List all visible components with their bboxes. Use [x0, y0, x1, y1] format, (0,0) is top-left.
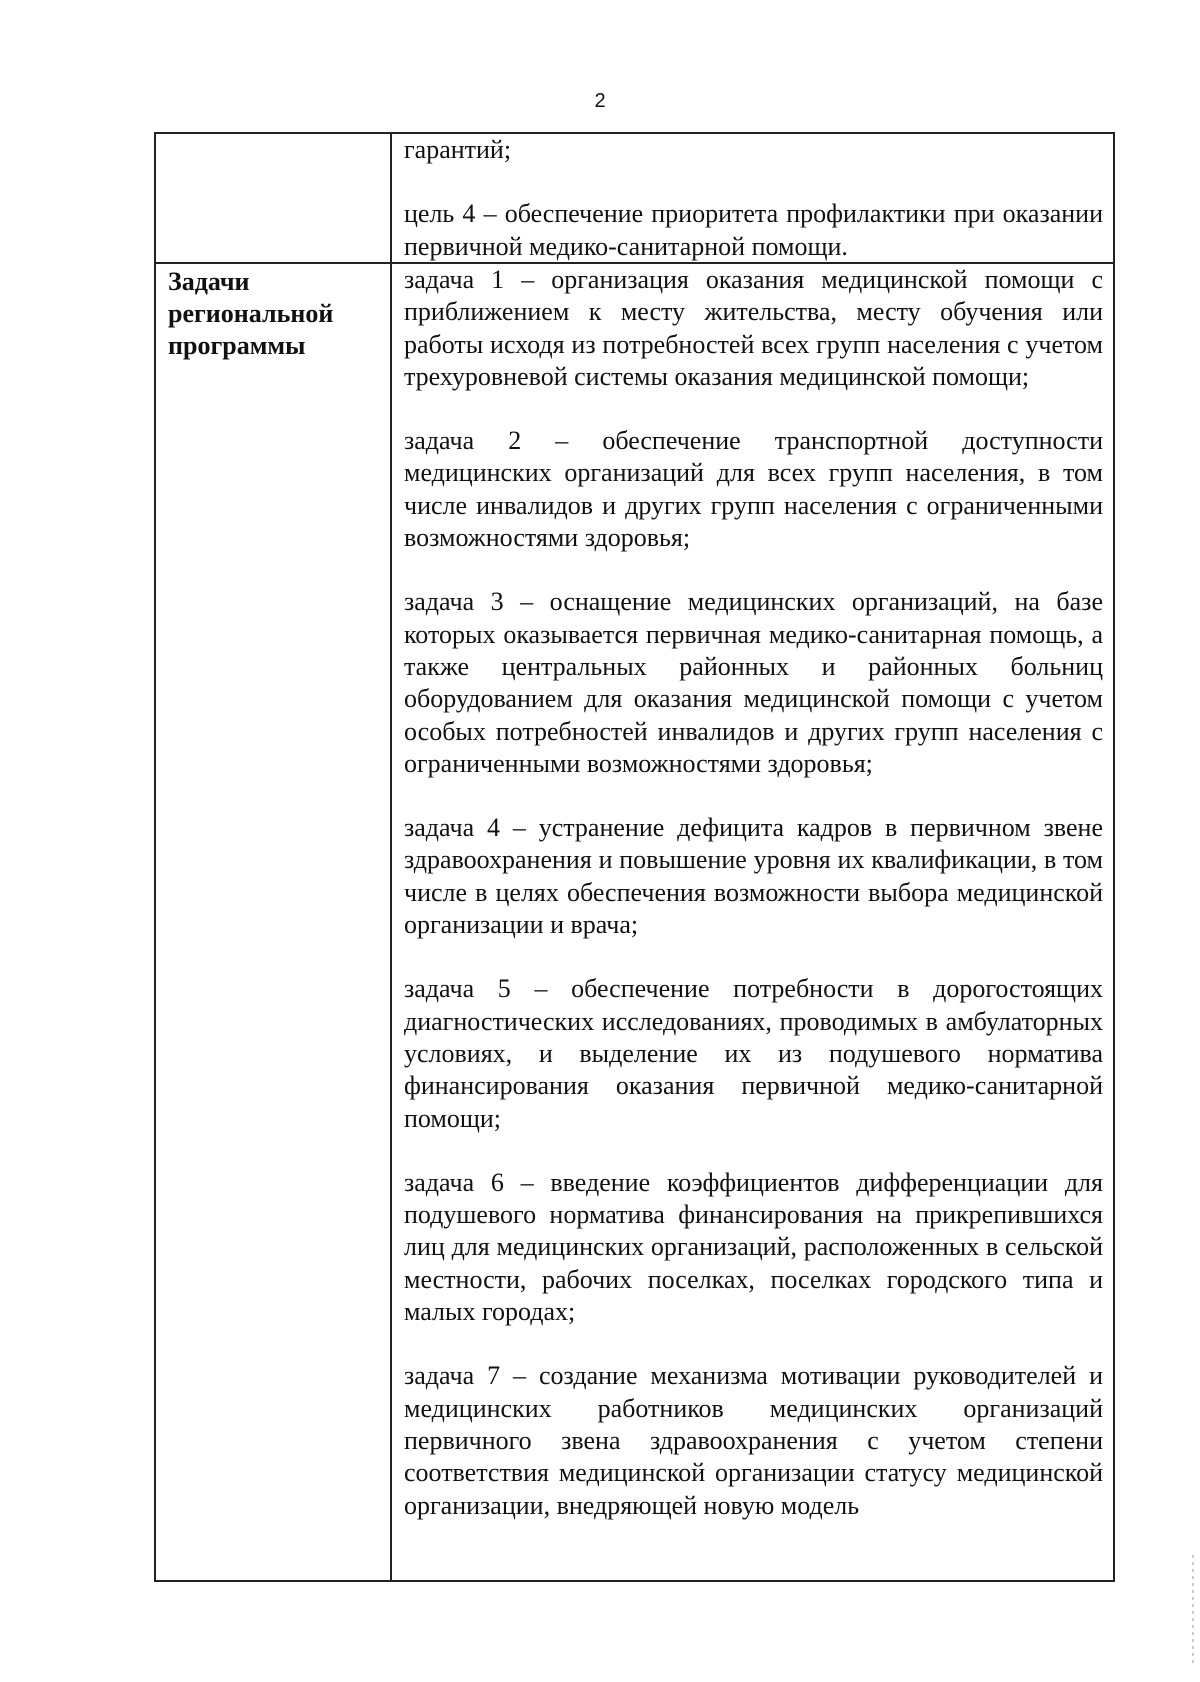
scan-edge-marks [1192, 1555, 1194, 1665]
tasks-content [392, 264, 1113, 1522]
table-row-tasks [156, 264, 1113, 1580]
task-paragraph: задача 1 – организация оказания медицинской помощи с приближением к месту жительства, месту обучения или работы исходя из потребностей всех групп населения с учетом трехуровневой системы оказания медицинской помощи; [404, 265, 1103, 391]
goal-paragraph: гарантий; [404, 135, 512, 164]
goals-content [392, 134, 1113, 262]
label-line: программы [168, 331, 306, 360]
program-table [154, 132, 1115, 1582]
task-paragraph: задача 5 – обеспечение потребности в дорогостоящих диагностических исследованиях, проводимых в амбулаторных условиях, и выделение их из подушевого норматива финансирования оказания первичной медико-санитарной помощи; [404, 974, 1103, 1133]
task-paragraph: задача 4 – устранение дефицита кадров в первичном звене здравоохранения и повышение уровня их квалификации, в том числе в целях обеспечения возможности выбора медицинской организации и врача; [404, 813, 1103, 940]
label-line: региональной [168, 299, 334, 328]
row-label-cell [156, 134, 392, 262]
goal-paragraph: цель 4 – обеспечение приоритета профилактики при оказании первичной медико-санитарной помощи. [404, 199, 1103, 261]
row-label-cell [156, 264, 392, 1580]
page-number: 2 [594, 90, 606, 112]
row-content-cell [392, 134, 1113, 262]
task-paragraph: задача 6 – введение коэффициентов дифференциации для подушевого норматива финансирования на прикрепившихся лиц для медицинских организаций, расположенных в сельской местности, рабочих поселках, поселках городского типа и малых городах; [404, 1167, 1103, 1327]
task-paragraph: задача 7 – создание механизма мотивации руководителей и медицинских работников медицинских организаций первичного звена здравоохранения с учетом степени соответствия медицинской организации статусу медицинской организации, внедряющей новую модель [404, 1361, 1103, 1520]
tasks-label [156, 264, 390, 362]
task-paragraph: задача 3 – оснащение медицинских организаций, на базе которых оказывается первичная медико-санитарная помощь, а также центральных районных и районных больниц оборудованием для оказания медицинской помощи с учетом особых потребностей инвалидов и других групп населения с ограниченными возможностями здоровья; [404, 587, 1103, 778]
label-line: Задачи [168, 267, 250, 296]
table-row-goals [156, 134, 1113, 264]
task-paragraph: задача 2 – обеспечение транспортной доступности медицинских организаций для всех групп населения, в том числе инвалидов и других групп населения с ограниченными возможностями здоровья; [404, 426, 1103, 553]
row-content-cell [392, 264, 1113, 1580]
